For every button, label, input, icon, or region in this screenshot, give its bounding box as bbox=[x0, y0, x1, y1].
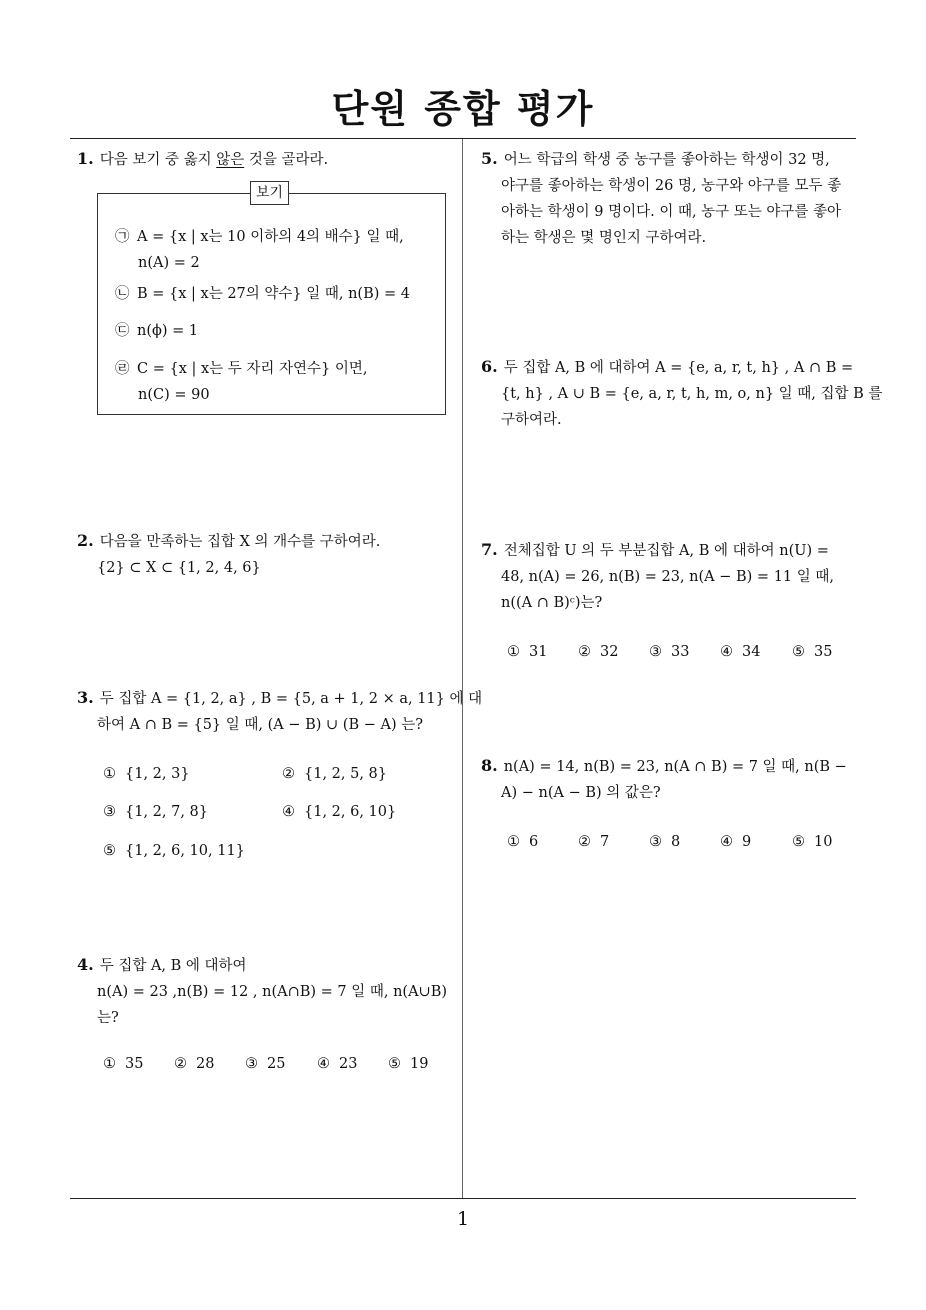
question-8: 8. n(A) = 14, n(B) = 23, n(A ∩ B) = 7 일 때, n(B − A) − n(A − B) 의 값은? bbox=[481, 756, 847, 801]
question-4: 4. 두 집합 A, B 에 대하여 n(A) = 23 ,n(B) = 12 , n(A∩B) = 7 일 때, n(A∪B) 는? bbox=[77, 955, 448, 1026]
question-5: 5. 어느 학급의 학생 중 농구를 좋아하는 학생이 32 명, 야구를 좋아하는 학생이 26 명, 농구와 야구를 모두 좋 아하는 학생이 9 명이다. 이 때, 농구 또는 야구를 좋아 하는 학생은 몇 명인지 구하여라. bbox=[481, 149, 842, 246]
answer-option[interactable]: ④ {1, 2, 6, 10} bbox=[282, 804, 397, 820]
answer-option[interactable]: ① 31 bbox=[507, 644, 548, 660]
answer-option[interactable]: ② 28 bbox=[174, 1056, 215, 1072]
answer-option[interactable]: ③ 33 bbox=[649, 644, 690, 660]
question-number: 5. bbox=[481, 149, 498, 168]
answer-option[interactable]: ② 32 bbox=[578, 644, 619, 660]
question-number: 4. bbox=[77, 955, 94, 974]
question-7: 7. 전체집합 U 의 두 부분집합 A, B 에 대하여 n(U) = 48, n(A) = 26, n(B) = 23, n(A − B) = 11 일 때, n((A ∩ B)ᶜ)는? bbox=[481, 540, 834, 611]
question-number: 1. bbox=[77, 149, 94, 168]
bogi-item: ㉢ n(ϕ) = 1 bbox=[115, 323, 199, 339]
question-1: 1. 다음 보기 중 옳지 않은 것을 골라라. bbox=[77, 149, 329, 168]
page-number: 1 bbox=[456, 1208, 470, 1230]
bottom-rule bbox=[70, 1198, 856, 1199]
bogi-item: ㉣ C = {x | x는 두 자리 자연수} 이면, n(C) = 90 bbox=[115, 361, 368, 403]
question-number: 8. bbox=[481, 756, 498, 775]
answer-option[interactable]: ④ 34 bbox=[720, 644, 761, 660]
column-divider bbox=[462, 139, 463, 1199]
bogi-label: 보기 bbox=[250, 181, 289, 205]
answer-option[interactable]: ④ 23 bbox=[317, 1056, 358, 1072]
answer-option[interactable]: ④ 9 bbox=[720, 834, 752, 850]
question-6: 6. 두 집합 A, B 에 대하여 A = {e, a, r, t, h} , A ∩ B = {t, h} , A ∪ B = {e, a, r, t, h, m, o, n} 일 때, 집합 B 를 구하여라. bbox=[481, 357, 883, 428]
question-number: 3. bbox=[77, 688, 94, 707]
question-3: 3. 두 집합 A = {1, 2, a} , B = {5, a + 1, 2 × a, 11} 에 대 하여 A ∩ B = {5} 일 때, (A − B) ∪ (B − A) 는? bbox=[77, 688, 483, 733]
emphasis-underline: 않은 bbox=[216, 152, 245, 168]
bogi-item: ㉡ B = {x | x는 27의 약수} 일 때, n(B) = 4 bbox=[115, 286, 410, 302]
question-2: 2. 다음을 만족하는 집합 X 의 개수를 구하여라. {2} ⊂ X ⊂ {1, 2, 4, 6} bbox=[77, 531, 381, 576]
answer-option[interactable]: ⑤ 10 bbox=[792, 834, 833, 850]
question-number: 6. bbox=[481, 357, 498, 376]
answer-option[interactable]: ① 6 bbox=[507, 834, 539, 850]
answer-option[interactable]: ② 7 bbox=[578, 834, 610, 850]
answer-option[interactable]: ⑤ 35 bbox=[792, 644, 833, 660]
answer-option[interactable]: ① {1, 2, 3} bbox=[103, 766, 190, 782]
answer-option[interactable]: ② {1, 2, 5, 8} bbox=[282, 766, 388, 782]
answer-option[interactable]: ⑤ {1, 2, 6, 10, 11} bbox=[103, 843, 245, 859]
answer-option[interactable]: ③ 8 bbox=[649, 834, 681, 850]
answer-option[interactable]: ⑤ 19 bbox=[388, 1056, 429, 1072]
page-title: 단원 종합 평가 bbox=[331, 87, 595, 131]
top-rule bbox=[70, 138, 856, 139]
answer-option[interactable]: ③ {1, 2, 7, 8} bbox=[103, 804, 209, 820]
question-number: 7. bbox=[481, 540, 498, 559]
answer-option[interactable]: ③ 25 bbox=[245, 1056, 286, 1072]
answer-option[interactable]: ① 35 bbox=[103, 1056, 144, 1072]
bogi-item: ㉠ A = {x | x는 10 이하의 4의 배수} 일 때, n(A) = 2 bbox=[115, 229, 404, 271]
question-number: 2. bbox=[77, 531, 94, 550]
